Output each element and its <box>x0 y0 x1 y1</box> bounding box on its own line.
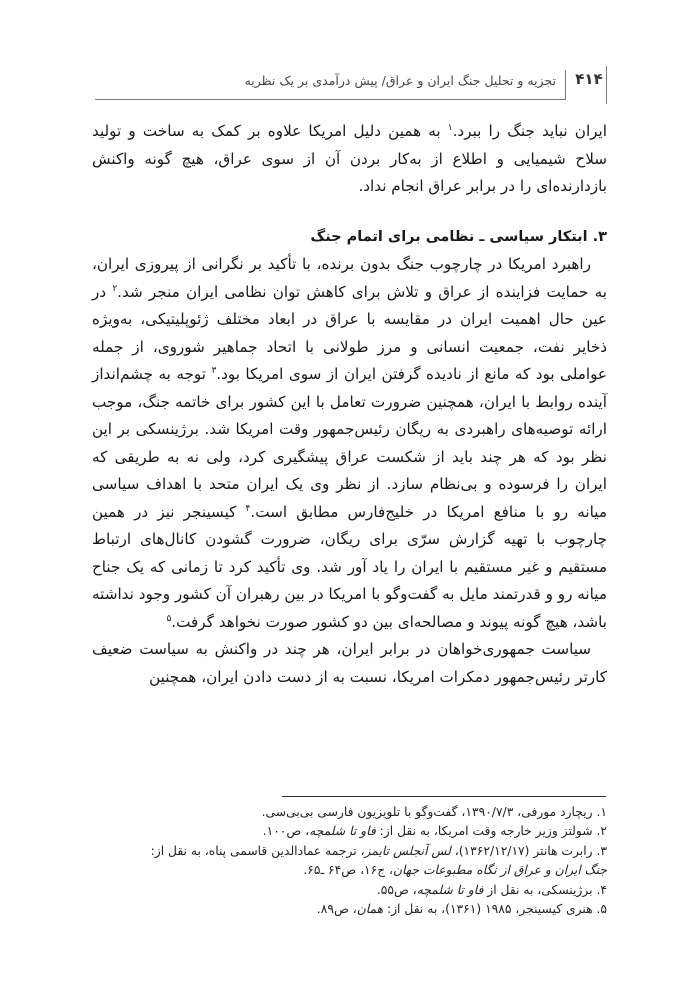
footnote-3-source-title: لس آنجلس تایمز <box>364 843 451 858</box>
paragraph-1-text-a: ایران نباید جنگ را ببرد. <box>452 122 607 140</box>
paragraph-2-text-c: توجه به چشم‌انداز آینده روابط با ایران، همچنین ضرورت تعامل با این کشور برای خاتمه جنگ، موجب ارائه توصیه‌های راهبردی به ریگان رئیس‌جمهور وقت امریکا شد. برژینسکی بر این نظر بود که هر چند باید از شکست عراق پیشگیری کرد، ولی نه به طریقی که ایران را فرسوده و بی‌نظام سازد. از نظر وی یک ایران متحد با اهداف سیاسی میانه رو با منافع امریکا در خلیج‌فارس مطابق است. <box>92 365 607 521</box>
footnote-2-text-a: ۲. شولتز وزیر خارجه وقت امریکا، به نقل از: <box>375 824 607 839</box>
footnote-3-text-b: ، ترجمه عمادالدین قاسمی پناه، به نقل از: <box>150 843 365 858</box>
footnote-5-text-b: ، ص۸۹. <box>316 902 357 917</box>
page-number: ۴۱۴ <box>575 70 603 88</box>
footnote-ref-5[interactable]: ۵ <box>166 613 172 624</box>
footnote-3-line2-text: ، ج۱۶، ص۶۴ ـ۶۵. <box>303 863 394 878</box>
header-edge-line <box>606 66 607 104</box>
footnote-5-text-a: ۵. هنری کیسینجر، ۱۹۸۵ (۱۳۶۱)، به نقل از: <box>383 902 607 917</box>
paragraph-2 <box>92 251 607 636</box>
paragraph-gap <box>92 201 607 224</box>
paragraph-1 <box>92 118 607 201</box>
footnote-2 <box>92 822 607 841</box>
footnote-3 <box>92 842 607 881</box>
body-text <box>92 118 607 691</box>
footnote-2-text-b: ، ص۱۰۰. <box>262 824 310 839</box>
section-heading: ۳. ابتکار سیاسی ـ نظامی برای اتمام جنگ <box>310 228 607 245</box>
footnote-5 <box>92 900 607 919</box>
footnote-4-text-b: ، ص۵۵. <box>376 882 417 897</box>
paragraph-1-text-b: به همین دلیل امریکا علاوه بر کمک به ساخت و تولید سلاح شیمیایی و اطلاع از به‌کار بردن آن از سوی عراق، هیچ گونه واکنش بازدارنده‌ای را در برابر عراق انجام نداد. <box>92 122 607 195</box>
footnote-4 <box>92 881 607 900</box>
footnote-1-text: ۱. ریچارد مورفی، ۱۳۹۰/۷/۳، گفت‌وگو با تلویزیون فارسی بی‌بی‌سی. <box>261 805 607 819</box>
footnote-4-source-title: فاو تا شلمچه <box>416 882 484 897</box>
header-divider <box>565 70 566 100</box>
footnote-ref-1[interactable]: ۱ <box>447 122 453 133</box>
footnote-ref-2[interactable]: ۲ <box>112 283 118 294</box>
paragraph-3: سیاست جمهوری‌خواهان در برابر ایران، هر چند در واکنش به سیاست ضعیف کارتر رئیس‌جمهور دمکرات امریکا، نسبت به از دست دادن ایران، همچنین <box>92 640 607 686</box>
footnote-5-source-title: همان <box>356 902 384 917</box>
footnote-1 <box>92 803 607 822</box>
header-rule <box>95 99 566 100</box>
footnote-3-book-title: جنگ ایران و عراق از نگاه مطبوعات جهان <box>393 863 607 878</box>
footnote-4-text-a: ۴. برژینسکی، به نقل از <box>483 882 607 897</box>
footnote-ref-4[interactable]: ۴ <box>245 503 251 514</box>
paragraph-2-text-a: راهبرد امریکا در چارچوب جنگ بدون برنده، با تأکید بر نگرانی از پیروزی ایران، به حمایت فزاینده از عراق و تلاش برای کاهش توان نظامی ایران منجر شد. <box>92 255 607 301</box>
footnote-ref-3[interactable]: ۳ <box>211 365 217 376</box>
footnote-2-source-title: فاو تا شلمچه <box>309 824 376 839</box>
footnote-separator <box>282 796 606 797</box>
paragraph-2-text-b: در عین حال اهمیت ایران در مقایسه با عراق در ابعاد مختلف ژئوپلیتیکی، به‌ویژه ذخایر نفت، جمعیت انسانی و مرز طولانی با اتحاد جماهیر شوروی، از جمله عواملی بود که مانع از نادیده گرفتن ایران از سوی امریکا بود. <box>92 282 607 383</box>
running-title: تجزیه و تحلیل جنگ ایران و عراق/ پیش درآمدی بر یک نظریه <box>244 73 556 88</box>
paragraph-2-text-d: کیسینجر نیز در همین چارچوب با تهیه گزارش سرّی برای ریگان، ضرورت گشودن کانال‌های ارتباط مستقیم و غیر مستقیم با ایران را یاد آور شد. وی تأکید کرد تا زمانی که یک جناح میانه رو و قدرتمند مایل به گفت‌وگو با امریکا در بین رهبران آن کشور وجود نداشته باشد، هیچ گونه پیوند و مصالحه‌ای بین دو کشور صورت نخواهد گرفت. <box>92 502 607 631</box>
footnotes <box>92 803 607 919</box>
footnote-3-text-a: ۳. رابرت هانتر (۱۳۶۲/۱۲/۱۷)، <box>450 843 607 858</box>
